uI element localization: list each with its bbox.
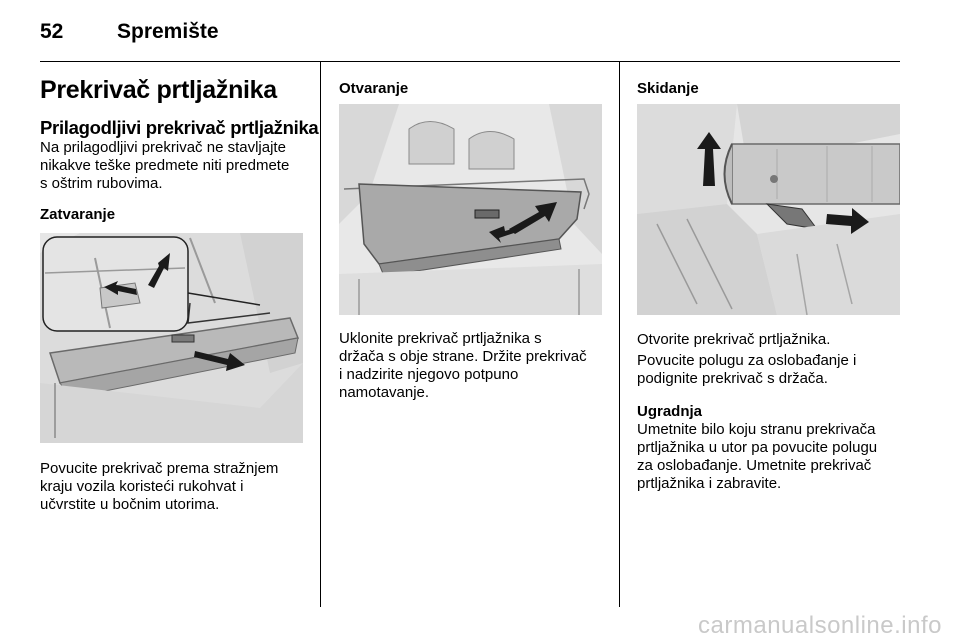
section-subtitle: Prilagodljivi prekrivač prtljažnika xyxy=(40,117,319,138)
closing-caption xyxy=(40,460,315,514)
text-line: s oštrim rubovima. xyxy=(40,175,163,192)
removal-illustration xyxy=(637,104,900,315)
text-line: držača s obje strane. Držite prekrivač xyxy=(339,348,587,365)
figure-removal xyxy=(637,104,900,315)
heading-skidanje: Skidanje xyxy=(637,80,699,97)
text-line: i nadzirite njegovo potpuno xyxy=(339,366,519,383)
warning-text xyxy=(40,139,315,193)
removal-step-1: Otvorite prekrivač prtljažnika. xyxy=(637,331,831,348)
text-line: Povucite prekrivač prema stražnjem xyxy=(40,460,279,477)
column-divider-1 xyxy=(320,62,321,607)
closing-illustration xyxy=(40,233,303,443)
text-line: Povucite polugu za oslobađanje i xyxy=(637,352,857,369)
heading-otvaranje: Otvaranje xyxy=(339,80,409,97)
figure-opening xyxy=(339,104,602,315)
text-line: podignite prekrivač s držača. xyxy=(637,370,828,387)
footer-watermark: carmanualsonline.info xyxy=(698,612,942,639)
text-line: prtljažnika u utor pa povucite polugu xyxy=(637,439,878,456)
heading-ugradnja: Ugradnja xyxy=(637,403,703,420)
installation-text xyxy=(637,421,907,493)
text-line: namotavanje. xyxy=(339,384,430,401)
column-divider-2 xyxy=(619,62,620,607)
text-line: Uklonite prekrivač prtljažnika s xyxy=(339,330,542,347)
figure-closing xyxy=(40,233,303,443)
text-line: učvrstite u bočnim utorima. xyxy=(40,496,220,513)
section-title: Prekrivač prtljažnika xyxy=(40,76,277,104)
text-line: prtljažnika i zabravite. xyxy=(637,475,782,492)
text-line: Na prilagodljivi prekrivač ne stavljajte xyxy=(40,139,286,156)
heading-zatvaranje: Zatvaranje xyxy=(40,206,116,223)
text-line: nikakve teške predmete niti predmete xyxy=(40,157,290,174)
text-line: kraju vozila koristeći rukohvat i xyxy=(40,478,244,495)
header-divider xyxy=(40,61,900,62)
text-line: za oslobađanje. Umetnite prekrivač xyxy=(637,457,872,474)
text-line: Umetnite bilo koju stranu prekrivača xyxy=(637,421,876,438)
opening-illustration xyxy=(339,104,602,315)
removal-step-2 xyxy=(637,352,907,388)
header-title: Spremište xyxy=(117,20,219,43)
page-number: 52 xyxy=(40,20,64,43)
opening-caption xyxy=(339,330,614,402)
